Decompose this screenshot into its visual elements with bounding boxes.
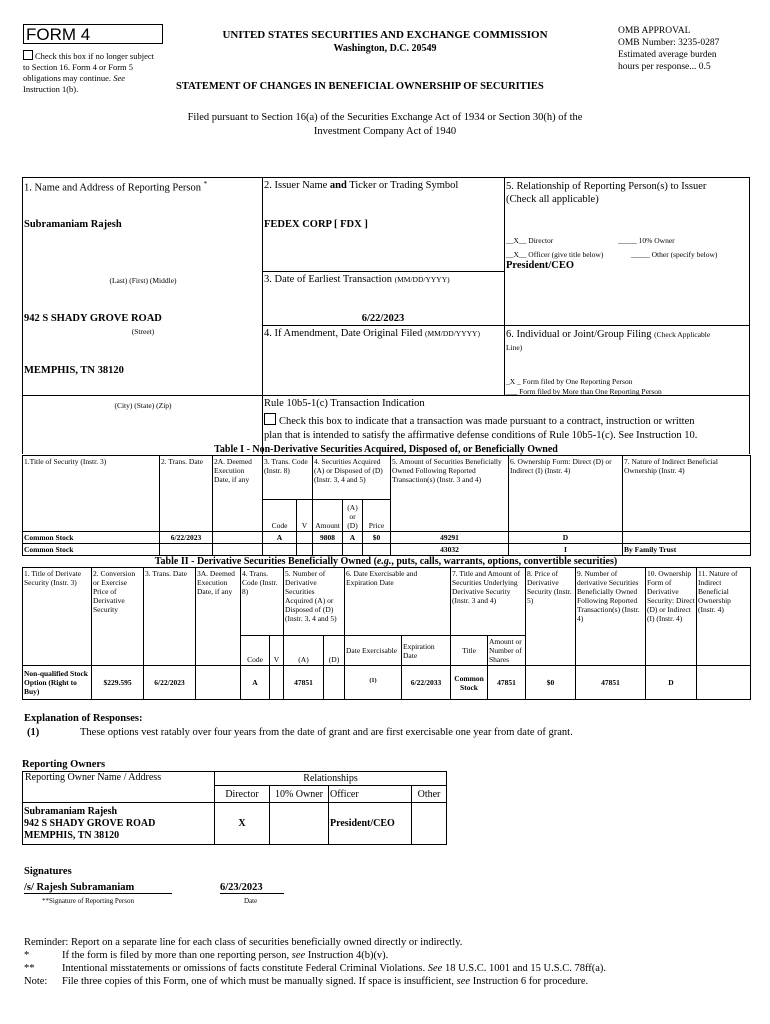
form-title: FORM 4 — [23, 24, 163, 44]
t2-h-underlying: 7. Title and Amount of Securities Underlying Derivative Security (Instr. 3 and 4) — [451, 568, 526, 636]
officer-option[interactable]: __X__ Officer (give title below) — [506, 250, 604, 259]
officer-title: President/CEO — [506, 260, 575, 271]
reporting-person-city: MEMPHIS, TN 38120 — [24, 365, 124, 376]
box-top-border — [22, 177, 750, 178]
box2-label: 2. Issuer Name and Ticker or Trading Symbol — [264, 180, 459, 191]
t1-sub-aord: (A) or (D) — [343, 500, 363, 532]
omb-approval-box: OMB APPROVAL OMB Number: 3235-0287 Estimated average burden hours per response... 0.5 — [618, 26, 720, 72]
t2-sub-title: Title — [451, 636, 488, 666]
reporting-person-street: 942 S SHADY GROVE ROAD — [24, 313, 162, 324]
box3-label: 3. Date of Earliest Transaction (MM/DD/YYYY) — [264, 274, 450, 285]
footnote-star: * — [24, 950, 30, 961]
statement-title: STATEMENT OF CHANGES IN BENEFICIAL OWNERSHIP OF SECURITIES — [176, 81, 544, 92]
reporting-owners-table — [22, 771, 447, 845]
footnote-double-star-text: Intentional misstatements or omissions of facts constitute Federal Criminal Violations. See 18 U.S.C. 1001 and 15 U.S.C. 78ff(a). — [62, 963, 607, 974]
no-longer-subject-checkbox[interactable] — [23, 50, 33, 60]
filed-pursuant-text: Filed pursuant to Section 16(a) of the Securities Exchange Act of 1934 or Section 30(h) of the Investment Company Act of 1940 — [187, 112, 583, 137]
box6-label: 6. Individual or Joint/Group Filing (Check Applicable Line) — [506, 329, 711, 352]
t1-h-title: 1.Title of Security (Instr. 3) — [23, 456, 160, 532]
t2-h-title: 1. Title of Derivate Security (Instr. 3) — [23, 568, 92, 666]
ro-col-director: Director — [215, 786, 270, 803]
t2-h-nature: 11. Nature of Indirect Beneficial Ownership (Instr. 4) — [697, 568, 751, 666]
table2 — [22, 567, 751, 700]
ten-pct-owner-option[interactable]: _____ 10% Owner — [618, 236, 675, 245]
table1-caption: Table I - Non-Derivative Securities Acquired, Disposed of, or Beneficially Owned — [214, 444, 558, 455]
t1-h-form: 6. Ownership Form: Direct (D) or Indirect (I) (Instr. 4) — [509, 456, 623, 532]
t2-h-code: 4. Trans. Code (Instr. 8) — [241, 568, 284, 636]
t1-sub-amount: Amount — [313, 500, 343, 532]
t2-h-deemed: 3A. Deemed Execution Date, if any — [196, 568, 241, 666]
signatures-heading: Signatures — [24, 866, 72, 877]
street-caption: (Street) — [131, 327, 155, 336]
t1-sub-price: Price — [363, 500, 391, 532]
t2-sub-amount: Amount or Number of Shares — [488, 636, 526, 666]
t2-sub-code: Code — [241, 636, 270, 666]
table-row: Non-qualified Stock Option (Right to Buy) $229.595 6/22/2023 A 47851 $^{(1)}$ 6/22/2033 Common Stock 47851 $0 47851 D — [23, 666, 751, 700]
agency-city: Washington, D.C. 20549 — [333, 43, 437, 54]
box-divider-2 — [504, 177, 505, 395]
agency-name: UNITED STATES SECURITIES AND EXCHANGE COMMISSION — [222, 29, 548, 41]
earliest-transaction-date: 6/22/2023 — [361, 313, 405, 324]
footnote-double-star: ** — [24, 963, 35, 974]
t2-sub-expiration: Expiration Date — [402, 636, 451, 666]
rule-10b5-label: Rule 10b5-1(c) Transaction Indication — [264, 398, 425, 409]
ro-col-name: Reporting Owner Name / Address — [23, 772, 215, 803]
signature-date: 6/23/2023 — [220, 882, 284, 894]
box4-label: 4. If Amendment, Date Original Filed (MM/DD/YYYY) — [264, 328, 480, 339]
director-option[interactable]: __X__ Director — [506, 236, 554, 245]
t2-h-owned: 9. Number of derivative Securities Beneficially Owned Following Reported Transaction(s) (Instr. 4) — [576, 568, 646, 666]
explanation-heading: Explanation of Responses: — [24, 713, 143, 724]
t2-h-form: 10. Ownership Form of Derivative Security: Direct (D) or Indirect (I) (Instr. 4) — [646, 568, 697, 666]
signature-value: /s/ Rajesh Subramaniam — [24, 882, 172, 894]
explanation-number: (1) — [27, 727, 40, 738]
table1 — [22, 455, 751, 556]
box4-top-border — [262, 325, 749, 326]
t1-h-code: 3. Trans. Code (Instr. 8) — [263, 456, 313, 500]
explanation-text: These options vest ratably over four years from the date of grant and are first exercisable one year from date of grant. — [80, 727, 573, 738]
filing-option-one[interactable]: _X _ Form filed by One Reporting Person — [506, 377, 633, 386]
footnote-note-text: File three copies of this Form, one of which must be manually signed. If space is insufficient, see Instruction 6 for procedure. — [62, 976, 589, 987]
t2-sub-a: (A) — [284, 636, 324, 666]
t2-h-price: 8. Price of Derivative Security (Instr. 5) — [526, 568, 576, 666]
other-option[interactable]: _____ Other (specify below) — [631, 250, 718, 259]
t2-h-number: 5. Number of Derivative Securities Acquired (A) or Disposed of (D) (Instr. 3, 4 and 5) — [284, 568, 345, 636]
table-row: Common Stock 43032 I By Family Trust — [23, 544, 751, 556]
city-caption: (City) (State) (Zip) — [114, 401, 172, 410]
ro-col-other: Other — [412, 786, 447, 803]
box1-label: 1. Name and Address of Reporting Person * — [24, 180, 208, 194]
ro-col-officer: Officer — [329, 786, 412, 803]
reporting-person-name: Subramaniam Rajesh — [24, 219, 122, 230]
ro-col-relationships: Relationships — [215, 772, 447, 786]
box-left-border — [22, 177, 23, 454]
footnote-ref-1[interactable]: (1) — [369, 677, 377, 685]
reporting-owners-heading: Reporting Owners — [22, 759, 106, 770]
reminder-text: Reminder: Report on a separate line for each class of securities beneficially owned directly or indirectly. — [24, 937, 463, 948]
t2-sub-exercisable: Date Exercisable — [345, 636, 402, 666]
rule-10b5-checkbox[interactable] — [264, 413, 276, 425]
box-right-border — [749, 177, 750, 454]
signature-date-caption: Date — [244, 897, 258, 905]
filing-option-group[interactable]: ___ Form filed by More than One Reporting Person — [506, 387, 662, 396]
t1-h-date: 2. Trans. Date — [160, 456, 213, 532]
footnote-star-text: If the form is filed by more than one reporting person, see Instruction 4(b)(v). — [62, 950, 389, 961]
t2-sub-v: V — [270, 636, 284, 666]
t2-sub-d: (D) — [324, 636, 345, 666]
rule-10b5-text: Check this box to indicate that a transaction was made pursuant to a contract, instruction or written plan that is intended to satisfy the affirmative defense conditions of Rule 10b5-1(c). See Instruction 10. — [264, 413, 748, 443]
table-row: Subramaniam Rajesh 942 S SHADY GROVE ROAD MEMPHIS, TN 38120 X President/CEO — [23, 803, 447, 845]
footnote-note: Note: — [24, 976, 48, 987]
t2-h-conversion: 2. Conversion or Exercise Price of Derivative Security — [92, 568, 144, 666]
no-longer-subject-note: Check this box if no longer subject to Section 16. Form 4 or Form 5 obligations may continue. See Instruction 1(b). — [23, 51, 154, 94]
t2-h-date: 3. Trans. Date — [144, 568, 196, 666]
box3-top-border — [262, 271, 504, 272]
t1-h-deemed: 2A. Deemed Execution Date, if any — [213, 456, 263, 532]
t1-h-securities: 4. Securities Acquired (A) or Disposed of (D) (Instr. 3, 4 and 5) — [313, 456, 391, 500]
table-row: Common Stock 6/22/2023 A 9808 A $0 49291 D — [23, 532, 751, 544]
t1-sub-v: V — [297, 500, 313, 532]
t1-h-owned: 5. Amount of Securities Beneficially Owned Following Reported Transaction(s) (Instr. 3 and 4) — [391, 456, 509, 532]
t2-h-exercisable: 6. Date Exercisable and Expiration Date — [345, 568, 451, 636]
issuer-name: FEDEX CORP [ FDX ] — [264, 219, 368, 230]
ro-col-ten: 10% Owner — [270, 786, 329, 803]
t1-h-nature: 7. Nature of Indirect Beneficial Ownership (Instr. 4) — [623, 456, 751, 532]
signature-caption: **Signature of Reporting Person — [42, 897, 134, 905]
name-caption: (Last) (First) (Middle) — [109, 276, 177, 285]
t1-sub-code: Code — [263, 500, 297, 532]
box5-label: 5. Relationship of Reporting Person(s) to Issuer (Check all applicable) — [506, 181, 707, 205]
table2-caption: Table II - Derivative Securities Beneficially Owned (e.g., puts, calls, warrants, options, convertible securities) — [154, 556, 618, 567]
